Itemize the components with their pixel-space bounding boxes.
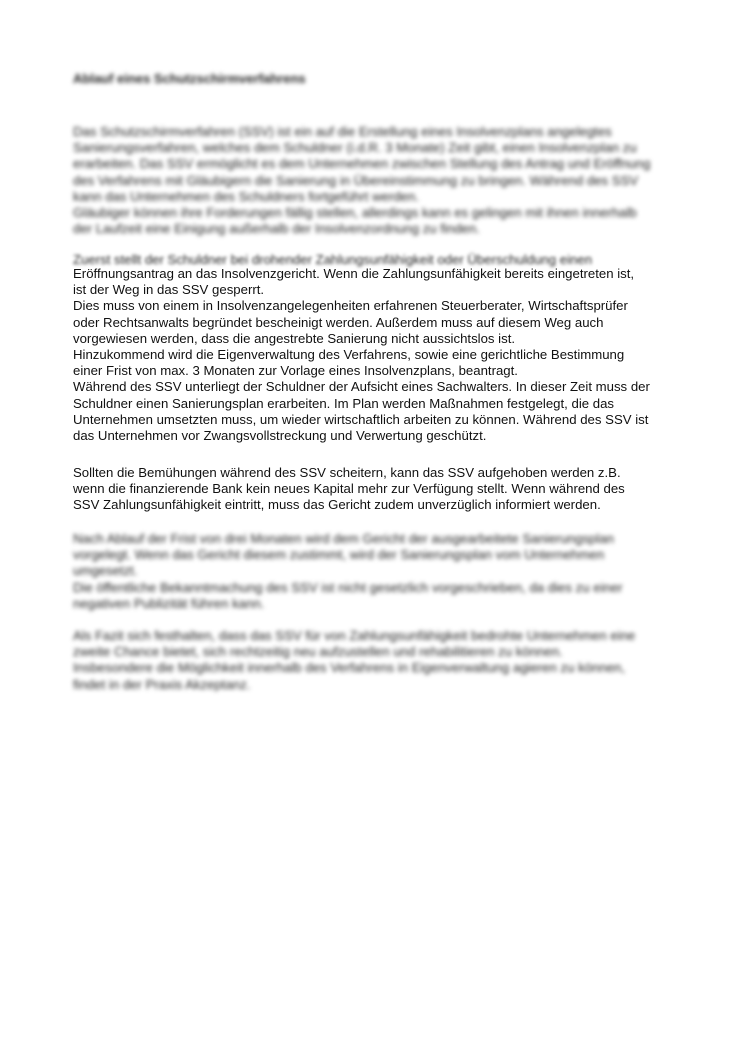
- text-line: vorgewiesen werden, dass die angestrebte Sanierung nicht aussichtslos ist.: [73, 330, 516, 346]
- text-line: Eröffnungsantrag an das Insolvenzgericht. Wenn die Zahlungsunfähigkeit bereits eingetreten ist,: [73, 266, 635, 281]
- text-line: der Laufzeit eine Einigung außerhalb der Insolvenzordnung zu finden.: [73, 221, 480, 237]
- main-paragraph: [73, 266, 685, 444]
- text-line: oder Rechtsanwalts begründet bescheinigt werden. Außerdem muss auf diesem Weg auch: [73, 314, 604, 330]
- text-line: des Verfahrens mit Gläubigern die Sanierung in Übereinstimmung zu bringen. Während des SSV: [73, 172, 639, 188]
- text-line: Nach Ablauf der Frist von drei Monaten wird dem Gericht der ausgearbeitete Sanierungsplan: [73, 531, 614, 546]
- intro-paragraph: [73, 124, 685, 237]
- text-line: Insbesondere die Möglichkeit innerhalb des Verfahrens in Eigenverwaltung agieren zu können,: [73, 660, 626, 676]
- text-line: erarbeiten. Das SSV ermöglicht es dem Unternehmen zwischen Stellung des Antrag und Eröffnung: [73, 156, 651, 172]
- failure-paragraph: [73, 465, 685, 514]
- text-line: Unternehmen umsetzten muss, um wieder wirtschaftlich arbeiten zu können. Während des SSV ist: [73, 411, 649, 427]
- text-line: Dies muss von einem in Insolvenzangelegenheiten erfahrenen Steuerberater, Wirtschaftsprüfer: [73, 298, 628, 314]
- text-line: einer Frist von max. 3 Monaten zur Vorlage eines Insolvenzplans, beantragt.: [73, 363, 518, 379]
- text-line: Zuerst stellt der Schuldner bei drohender Zahlungsunfähigkeit oder Überschuldung einen: [73, 252, 593, 267]
- text-line: Sollten die Bemühungen während des SSV scheitern, kann das SSV aufgehoben werden z.B.: [73, 465, 621, 480]
- text-line: findet in der Praxis Akzeptanz.: [73, 676, 251, 692]
- text-line: ist der Weg in das SSV gesperrt.: [73, 282, 265, 298]
- document-title: Ablauf eines Schutzschirmverfahrens: [73, 71, 306, 86]
- text-line: wenn die finanzierende Bank kein neues Kapital mehr zur Verfügung stellt. Wenn während des: [73, 481, 625, 497]
- text-line: SSV Zahlungsunfähigkeit eintritt, muss das Gericht zudem unverzüglich informiert werden.: [73, 497, 601, 513]
- after-deadline-paragraph: [73, 531, 685, 612]
- text-line: Hinzukommend wird die Eigenverwaltung des Verfahrens, sowie eine gerichtliche Bestimmung: [73, 347, 625, 363]
- text-line: Während des SSV unterliegt der Schuldner der Aufsicht eines Sachwalters. In dieser Zeit muss der: [73, 379, 650, 395]
- text-line: vorgelegt. Wenn das Gericht diesem zustimmt, wird der Sanierungsplan vom Unternehmen: [73, 547, 605, 563]
- text-line: umgesetzt.: [73, 563, 138, 579]
- text-line: Gläubiger können ihre Forderungen fällig stellen, allerdings kann es gelingen mit ihnen innerhalb: [73, 205, 637, 221]
- text-line: Als Fazit sich festhalten, dass das SSV für von Zahlungsunfähigkeit bedrohte Unternehmen eine: [73, 628, 636, 643]
- text-line: Das Schutzschirmverfahren (SSV) ist ein auf die Erstellung eines Insolvenzplans angelegtes: [73, 124, 612, 139]
- text-line: das Unternehmen vor Zwangsvollstreckung und Verwertung geschützt.: [73, 428, 487, 444]
- text-line: Schuldner einen Sanierungsplan erarbeiten. Im Plan werden Maßnahmen festgelegt, die das: [73, 395, 615, 411]
- text-line: negativen Publizität führen kann.: [73, 595, 265, 611]
- text-line: Sanierungsverfahren, welches dem Schuldner (i.d.R. 3 Monate) Zeit gibt, einen Insolvenzplan zu: [73, 140, 637, 156]
- text-line: kann das Unternehmen des Schuldners fortgeführt werden.: [73, 188, 420, 204]
- conclusion-paragraph: [73, 628, 685, 693]
- text-line: zweite Chance bietet, sich rechtzeitig neu aufzustellen und rehabilitieren zu können.: [73, 644, 563, 660]
- text-line: Die öffentliche Bekanntmachung des SSV ist nicht gesetzlich vorgeschrieben, da dies zu einer: [73, 579, 623, 595]
